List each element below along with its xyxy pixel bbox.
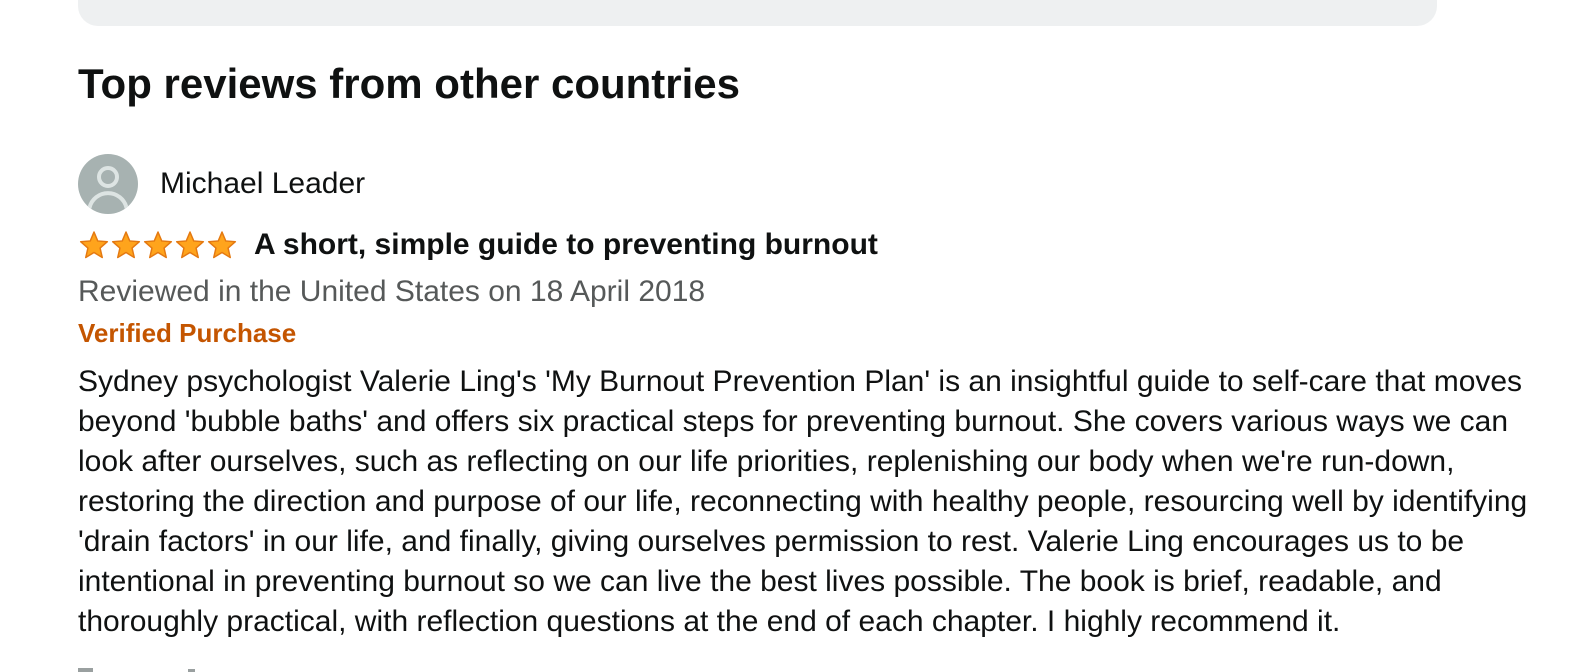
review-body-line: Sydney psychologist Valerie Ling's 'My Burnout Prevention Plan' is an insightful guide to self-care that moves xyxy=(78,365,1523,398)
previous-card-bottom xyxy=(78,0,1437,26)
review-body-line: look after ourselves, such as reflecting on our life priorities, replenishing our body when we're run-down, xyxy=(78,445,1455,478)
review-body-line: 'drain factors' in our life, and finally, giving ourselves permission to rest. Valerie Ling encourages us to be xyxy=(78,525,1465,558)
star-icon xyxy=(174,228,206,262)
star-icon xyxy=(78,228,110,262)
reviewer-avatar[interactable] xyxy=(78,154,138,214)
review-title[interactable]: A short, simple guide to preventing burnout xyxy=(254,228,878,261)
review-body-line: restoring the direction and purpose of our life, reconnecting with healthy people, resourcing well by identifying xyxy=(78,485,1528,518)
review-date: Reviewed in the United States on 18 April 2018 xyxy=(78,275,706,308)
cutoff-text-fragment xyxy=(78,668,93,672)
review-body-line: intentional in preventing burnout so we can live the best lives possible. The book is brief, readable, and xyxy=(78,565,1442,598)
review-body-line: thoroughly practical, with reflection questions at the end of each chapter. I highly recommend it. xyxy=(78,605,1341,638)
review-body xyxy=(78,362,1572,642)
reviewer-name[interactable]: Michael Leader xyxy=(160,167,366,200)
review-body-line: beyond 'bubble baths' and offers six practical steps for preventing burnout. She covers various ways we can xyxy=(78,405,1509,438)
star-icon xyxy=(206,228,238,262)
person-icon xyxy=(78,154,138,214)
verified-purchase-badge: Verified Purchase xyxy=(78,318,297,348)
star-icon xyxy=(142,228,174,262)
rating-and-title-row xyxy=(78,228,1572,262)
star-rating xyxy=(78,228,238,262)
reviewer-profile[interactable] xyxy=(78,154,1572,214)
section-title: Top reviews from other countries xyxy=(78,60,741,107)
star-icon xyxy=(110,228,142,262)
